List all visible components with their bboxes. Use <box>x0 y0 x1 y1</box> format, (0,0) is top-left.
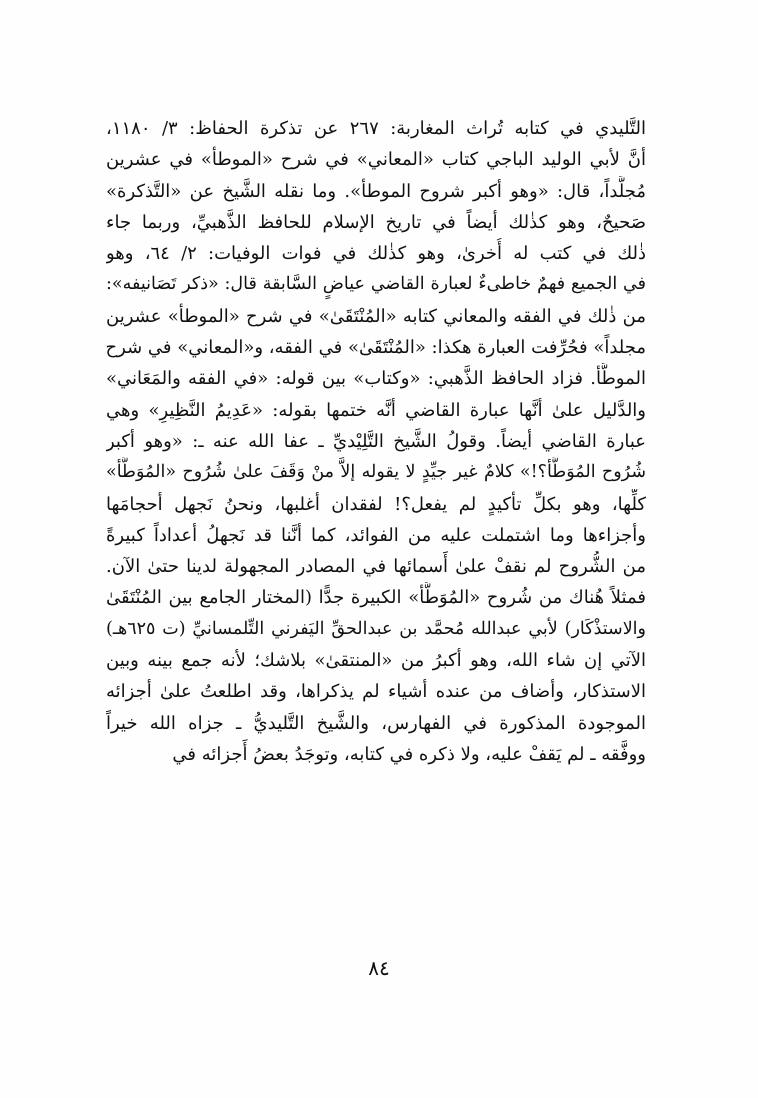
text-line: والاستذْكَار) لأبي عبدالله مُحمَّد بن عبدالحقِّ اليَفرني التِّلمسانيِّ (ت ٦٢٥هـ) <box>106 618 646 639</box>
body-text <box>106 113 646 770</box>
text-line: التَّليدي في كتابه تُراث المغاربة: ٢٦٧ عن تذكرة الحفاظ: ٣/ ١١٨٠، <box>106 118 646 139</box>
text-line: الموجودة المذكورة في الفهارس، والشَّيخ التَّليديُّ ـ جزاه الله خيراً <box>106 712 646 734</box>
text-line: في الجميع فهمٌ خاطىءٌ لعبارة القاضي عياضٍ السَّابقة قال: «ذكر تَصَانيفه»: <box>106 274 646 295</box>
text-line: ذٰلك في كتب له أُخرىٰ، وهو كذٰلك في فوات الوفيات: ٢/ ٦٤، وهو <box>106 243 646 265</box>
text-line: فمثلاً هُناك من شُروح «المُوَطَّأ» الكبيرة جدًّا (المختار الجامع بين المُنْتَقَىٰ <box>106 587 646 609</box>
text-line: صَحيحٌ، وهو كذٰلك أيضاً في تاريخ الإسلام للحافظ الذَّهبيِّ، وربما جاء <box>106 211 646 233</box>
text-line: وأجزاءها وما اشتملت عليه من الفوائد، كما أنَّنا قد نَجهلُ أعداداً كبيرةً <box>106 524 646 546</box>
page-number: ٨٤ <box>368 956 390 980</box>
text-line: شُرُوح المُوَطَّأ؟!» كلامٌ غير جيِّدٍ لا يقوله إلاَّ منْ وَقَفَ علىٰ شُرُوح «المُوَطَّأ» <box>106 462 646 483</box>
text-line: الموطَّأ. فزاد الحافظ الذَّهبي: «وكتاب» بين قوله: «في الفقه والمَعَاني» <box>106 368 646 390</box>
text-line: أنَّ لأبي الوليد الباجي كتاب «المعاني» في شرح «الموطأ» في عشرين <box>106 149 646 171</box>
text-line: الاستذكار، وأضاف من عنده أشياء لم يذكراها، وقد اطلعتُ علىٰ أجزائه <box>106 681 646 703</box>
text-line: الآتي إن شاء الله، وهو أكبرُ من «المنتقىٰ» بلاشك؛ لأنه جمع بينه وبين <box>106 650 646 672</box>
text-line: كلِّها، وهو بكلِّ تأكيدٍ لم يفعل؟! لفقدان أغلبها، ونحنُ نَجهل أحجامَها <box>106 493 646 515</box>
text-line: من ذٰلك في الفقه والمعاني كتابه «المُنْتَقَىٰ» في شرح «الموطأ» عشرين <box>106 305 646 327</box>
text-line: مُجلَّداً، قال: «وهو أكبر شروح الموطأ». وما نقله الشَّيخ عن «التَّذكرة» <box>106 180 646 202</box>
text-line: من الشُّروح لم نقفْ علىٰ أَسمائها في المصادر المجهولة لدينا حتىٰ الآن. <box>106 556 646 578</box>
text-line: مجلداً» فحُرِّفت العبارة هكذا: «المُنْتَقَىٰ» في الفقه، و«المعاني» في شرح <box>106 337 646 359</box>
text-line: ووفَّقه ـ لم يَقفْ عليه، ولا ذكره في كتابه، وتوجَدُ بعضُ أَجزائه في <box>172 743 646 765</box>
text-line: والدَّليل علىٰ أنَّها عبارة القاضي أنَّه ختمها بقوله: «عَدِيمُ النَّظِيرِ» وهي <box>106 399 646 421</box>
text-line: عبارة القاضي أيضاً. وقولُ الشَّيخ التَّلِيْديِّ ـ عفا الله عنه ـ: «وهو أكبر <box>106 430 646 452</box>
